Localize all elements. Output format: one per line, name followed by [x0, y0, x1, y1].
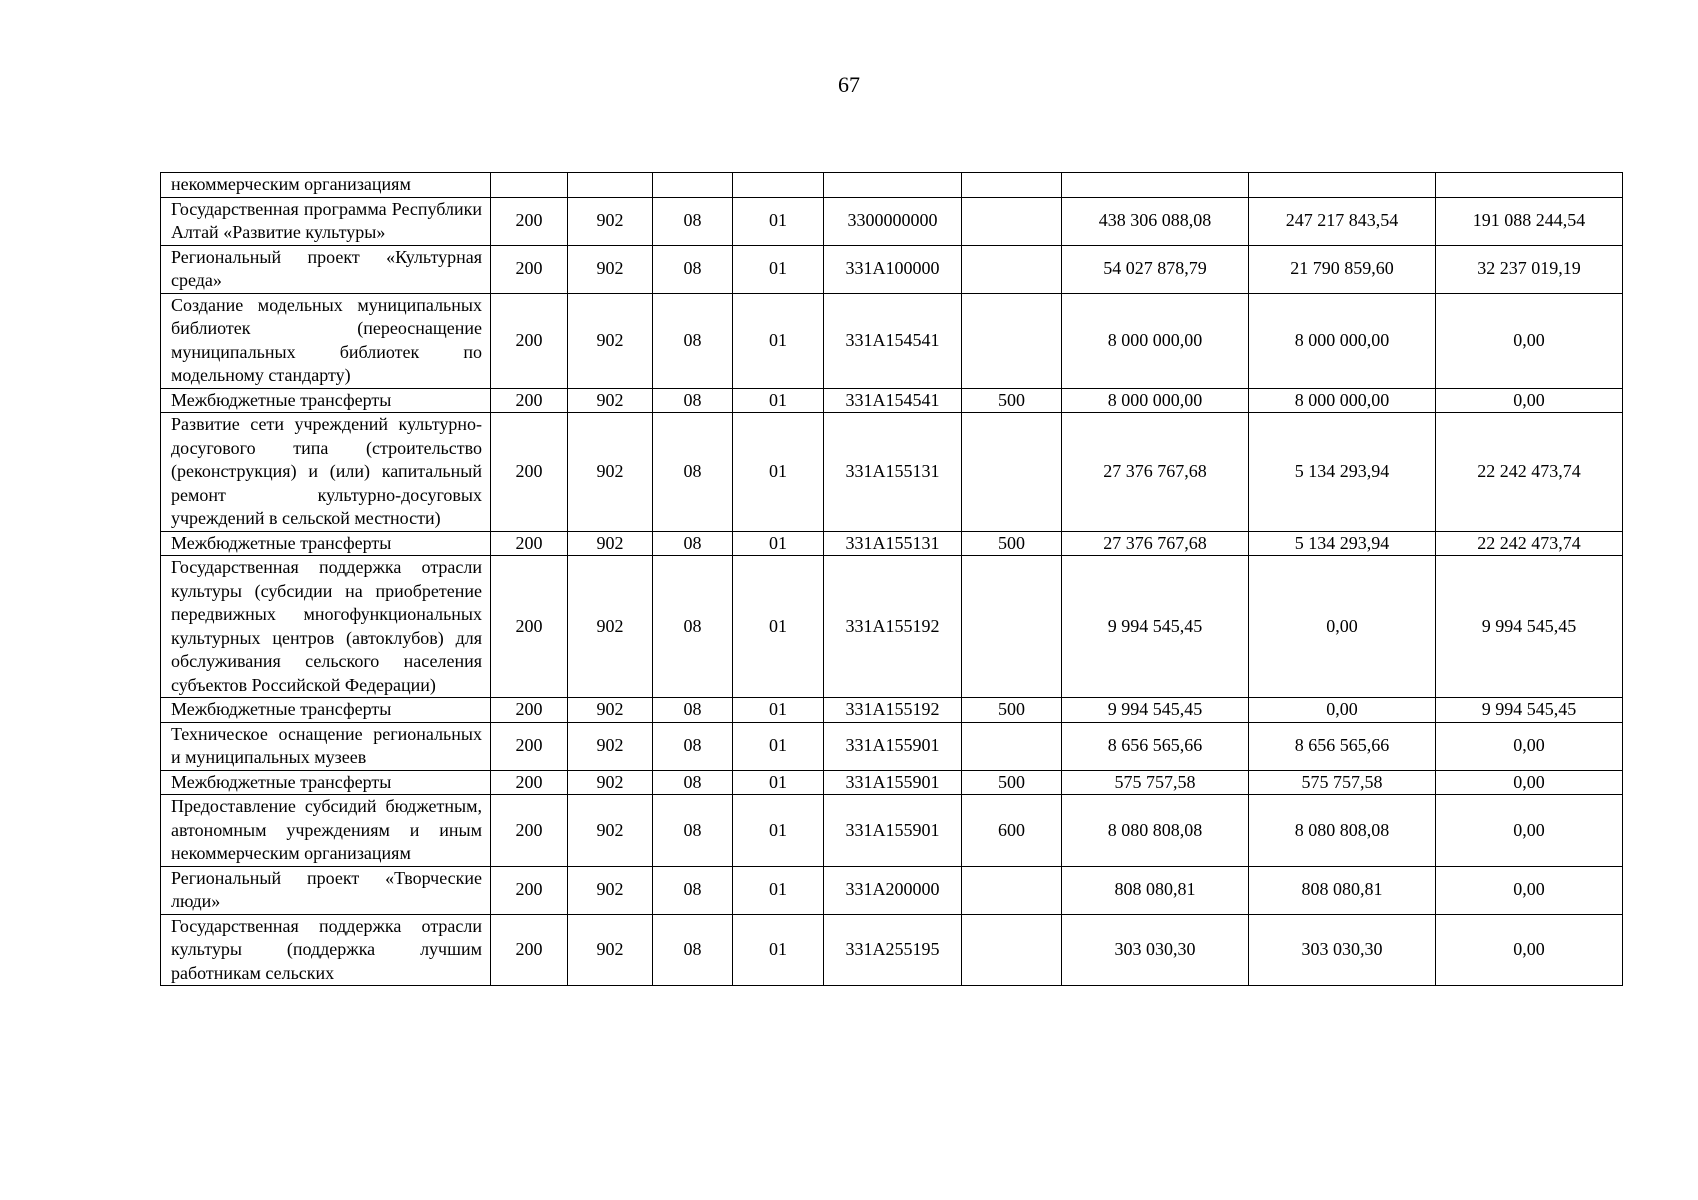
row-code: 200: [491, 722, 568, 770]
row-gr: 902: [568, 795, 653, 867]
row-csr: 331A155131: [824, 531, 962, 556]
row-code: 200: [491, 293, 568, 388]
row-pr: 01: [733, 531, 824, 556]
row-col2: 247 217 843,54: [1249, 197, 1436, 245]
row-csr: 331A255195: [824, 914, 962, 986]
row-pr: 01: [733, 245, 824, 293]
row-name: Региональный проект «Культурная среда»: [161, 245, 491, 293]
table-row: [161, 556, 1623, 698]
row-total: 27 376 767,68: [1062, 531, 1249, 556]
row-col2: 303 030,30: [1249, 914, 1436, 986]
row-name: Межбюджетные трансферты: [161, 388, 491, 413]
row-csr: 331A154541: [824, 293, 962, 388]
row-code: 200: [491, 531, 568, 556]
row-vr: [962, 866, 1062, 914]
row-pr: 01: [733, 795, 824, 867]
row-vr: [962, 245, 1062, 293]
row-rz: 08: [653, 866, 733, 914]
row-vr: [962, 914, 1062, 986]
row-csr: 331A100000: [824, 245, 962, 293]
row-vr: 500: [962, 531, 1062, 556]
row-total: 575 757,58: [1062, 770, 1249, 795]
row-vr: [962, 413, 1062, 532]
row-col2: 5 134 293,94: [1249, 531, 1436, 556]
row-total: 27 376 767,68: [1062, 413, 1249, 532]
row-col2: 21 790 859,60: [1249, 245, 1436, 293]
row-col3: 0,00: [1436, 388, 1623, 413]
row-col3: 0,00: [1436, 293, 1623, 388]
row-name: Государственная программа Республики Алтай «Развитие культуры»: [161, 197, 491, 245]
row-total: 808 080,81: [1062, 866, 1249, 914]
row-pr: 01: [733, 698, 824, 723]
row-rz: 08: [653, 914, 733, 986]
row-csr: 331A155901: [824, 795, 962, 867]
row-code: 200: [491, 866, 568, 914]
row-col3: 0,00: [1436, 914, 1623, 986]
row-pr: 01: [733, 722, 824, 770]
row-gr: 902: [568, 293, 653, 388]
row-col3: 9 994 545,45: [1436, 556, 1623, 698]
row-name: Создание модельных муниципальных библиотек (переоснащение муниципальных библиотек по модельному стандарту): [161, 293, 491, 388]
table-row-continuation: [161, 173, 1623, 198]
row-col2: 0,00: [1249, 556, 1436, 698]
row-csr: 331A155901: [824, 722, 962, 770]
row-rz: 08: [653, 698, 733, 723]
row-name: Межбюджетные трансферты: [161, 770, 491, 795]
row-col3: 0,00: [1436, 795, 1623, 867]
row-rz: 08: [653, 531, 733, 556]
row-col2: 8 656 565,66: [1249, 722, 1436, 770]
row-total: 8 080 808,08: [1062, 795, 1249, 867]
row-pr: 01: [733, 866, 824, 914]
row-code: 200: [491, 556, 568, 698]
row-code: 200: [491, 197, 568, 245]
row-gr: 902: [568, 245, 653, 293]
row-gr: 902: [568, 388, 653, 413]
table-row: [161, 293, 1623, 388]
row-gr: 902: [568, 866, 653, 914]
row-rz: 08: [653, 293, 733, 388]
row-total: 9 994 545,45: [1062, 556, 1249, 698]
row-gr: 902: [568, 770, 653, 795]
row-col3: 191 088 244,54: [1436, 197, 1623, 245]
table-row: [161, 531, 1623, 556]
row-name: Межбюджетные трансферты: [161, 698, 491, 723]
row-rz: 08: [653, 197, 733, 245]
row-col2: 8 080 808,08: [1249, 795, 1436, 867]
row-col3: 9 994 545,45: [1436, 698, 1623, 723]
table-row: [161, 245, 1623, 293]
row-vr: [962, 293, 1062, 388]
row-col2: 575 757,58: [1249, 770, 1436, 795]
row-rz: 08: [653, 722, 733, 770]
row-name: некоммерческим организациям: [161, 173, 491, 198]
row-total: 303 030,30: [1062, 914, 1249, 986]
budget-table: [160, 172, 1623, 986]
row-pr: 01: [733, 388, 824, 413]
row-csr: 3300000000: [824, 197, 962, 245]
row-total: 8 656 565,66: [1062, 722, 1249, 770]
page-number: 67: [838, 72, 860, 97]
row-gr: 902: [568, 197, 653, 245]
row-code: 200: [491, 245, 568, 293]
row-pr: 01: [733, 556, 824, 698]
row-gr: 902: [568, 914, 653, 986]
row-rz: 08: [653, 795, 733, 867]
row-rz: 08: [653, 413, 733, 532]
row-rz: 08: [653, 388, 733, 413]
row-total: 8 000 000,00: [1062, 293, 1249, 388]
row-vr: [962, 556, 1062, 698]
table-row: [161, 722, 1623, 770]
row-rz: 08: [653, 245, 733, 293]
row-rz: 08: [653, 556, 733, 698]
row-pr: 01: [733, 197, 824, 245]
row-gr: 902: [568, 722, 653, 770]
row-pr: 01: [733, 413, 824, 532]
row-col3: 0,00: [1436, 866, 1623, 914]
row-pr: 01: [733, 770, 824, 795]
table-row: [161, 698, 1623, 723]
row-vr: [962, 197, 1062, 245]
row-col2: 0,00: [1249, 698, 1436, 723]
table-row: [161, 388, 1623, 413]
row-col3: 0,00: [1436, 722, 1623, 770]
row-pr: 01: [733, 914, 824, 986]
row-code: 200: [491, 413, 568, 532]
row-csr: 331A155901: [824, 770, 962, 795]
row-total: 8 000 000,00: [1062, 388, 1249, 413]
row-gr: 902: [568, 531, 653, 556]
row-name: Региональный проект «Творческие люди»: [161, 866, 491, 914]
row-code: 200: [491, 914, 568, 986]
row-csr: 331A155192: [824, 698, 962, 723]
row-csr: 331A200000: [824, 866, 962, 914]
row-vr: 600: [962, 795, 1062, 867]
row-rz: 08: [653, 770, 733, 795]
row-code: 200: [491, 388, 568, 413]
row-code: 200: [491, 795, 568, 867]
row-vr: [962, 722, 1062, 770]
row-col2: 808 080,81: [1249, 866, 1436, 914]
row-col3: 0,00: [1436, 770, 1623, 795]
row-col3: 22 242 473,74: [1436, 413, 1623, 532]
row-name: Техническое оснащение региональных и муниципальных музеев: [161, 722, 491, 770]
row-gr: 902: [568, 556, 653, 698]
row-name: Развитие сети учреждений культурно-досугового типа (строительство (реконструкция) и (или) капитальный ремонт культурно-досуговых учреждений в сельской местности): [161, 413, 491, 532]
row-name: Межбюджетные трансферты: [161, 531, 491, 556]
row-col2: 8 000 000,00: [1249, 388, 1436, 413]
row-name: Предоставление субсидий бюджетным, автономным учреждениям и иным некоммерческим организациям: [161, 795, 491, 867]
row-gr: 902: [568, 698, 653, 723]
row-total: 438 306 088,08: [1062, 197, 1249, 245]
row-col3: 22 242 473,74: [1436, 531, 1623, 556]
row-csr: 331A155192: [824, 556, 962, 698]
row-col3: 32 237 019,19: [1436, 245, 1623, 293]
table-row: [161, 413, 1623, 532]
table-row: [161, 795, 1623, 867]
row-total: 9 994 545,45: [1062, 698, 1249, 723]
table-row: [161, 866, 1623, 914]
row-csr: 331A154541: [824, 388, 962, 413]
row-vr: 500: [962, 770, 1062, 795]
table-row: [161, 197, 1623, 245]
table-row: [161, 770, 1623, 795]
row-vr: 500: [962, 698, 1062, 723]
row-name: Государственная поддержка отрасли культуры (поддержка лучшим работникам сельских: [161, 914, 491, 986]
row-code: 200: [491, 698, 568, 723]
row-csr: 331A155131: [824, 413, 962, 532]
row-col2: 5 134 293,94: [1249, 413, 1436, 532]
row-name: Государственная поддержка отрасли культуры (субсидии на приобретение передвижных многофункциональных культурных центров (автоклубов) для обслуживания сельского населения субъектов Российской Федерации): [161, 556, 491, 698]
row-total: 54 027 878,79: [1062, 245, 1249, 293]
row-pr: 01: [733, 293, 824, 388]
row-vr: 500: [962, 388, 1062, 413]
table-row: [161, 914, 1623, 986]
row-code: 200: [491, 770, 568, 795]
row-col2: 8 000 000,00: [1249, 293, 1436, 388]
row-gr: 902: [568, 413, 653, 532]
